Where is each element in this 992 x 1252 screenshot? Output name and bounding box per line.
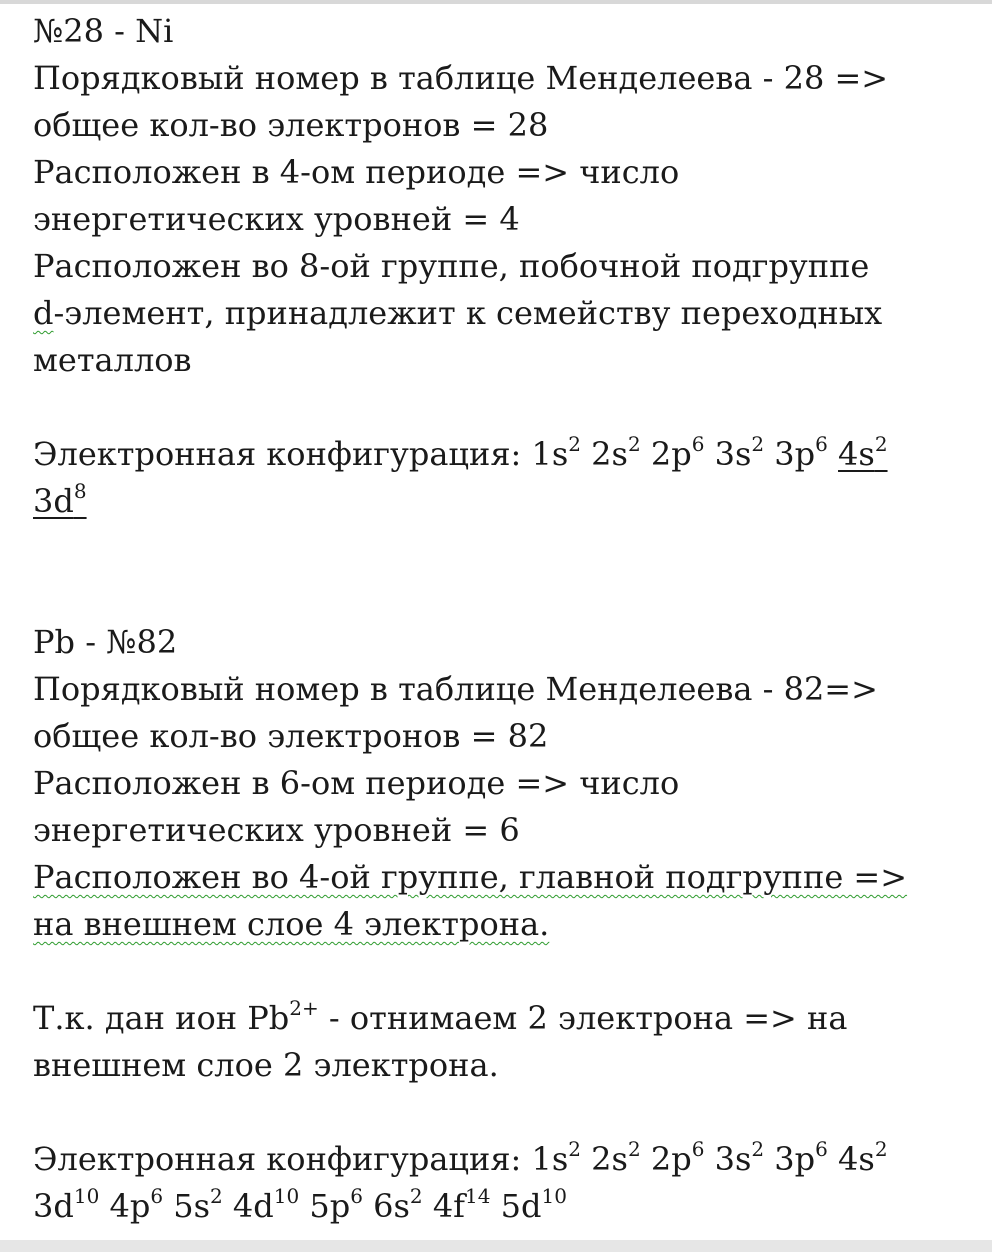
ni-line-4: энергетических уровней = 4 bbox=[33, 200, 520, 238]
blank-line bbox=[33, 572, 973, 619]
orbital-exponent: 6 bbox=[350, 1184, 363, 1209]
orbital: 4s bbox=[838, 1140, 875, 1178]
pb-line-4: энергетических уровней = 6 bbox=[33, 811, 520, 849]
orbital: 2s bbox=[591, 1140, 628, 1178]
orbital-exponent: 8 bbox=[73, 479, 87, 504]
orbital-term bbox=[531, 1137, 581, 1178]
orbital-term bbox=[33, 1184, 100, 1225]
spellcheck-phrase[interactable]: на внешнем слое 4 электрона. bbox=[33, 905, 550, 943]
orbital: 1s bbox=[531, 1140, 569, 1178]
orbital: 6s bbox=[373, 1187, 410, 1225]
orbital: 2p bbox=[650, 435, 692, 473]
ion-text: Т.к. дан ион Pb bbox=[33, 999, 290, 1037]
orbital-exponent: 2 bbox=[751, 432, 765, 457]
orbital-exponent: 10 bbox=[73, 1184, 100, 1209]
ni-line-7: металлов bbox=[33, 341, 192, 379]
pb-ion-line-1 bbox=[33, 995, 973, 1042]
orbital: 3p bbox=[774, 1140, 816, 1178]
pb-line-6 bbox=[33, 901, 973, 948]
orbital-term bbox=[650, 1137, 705, 1178]
bottom-border bbox=[0, 1240, 992, 1252]
ni-config-underlined-term bbox=[838, 432, 888, 473]
ion-charge: 2+ bbox=[289, 996, 319, 1021]
orbital: 2p bbox=[650, 1140, 692, 1178]
pb-line-1: Порядковый номер в таблице Менделеева - 82=> bbox=[33, 670, 878, 708]
orbital-term bbox=[173, 1184, 223, 1225]
orbital-term bbox=[373, 1184, 423, 1225]
ni-line-5: Расположен во 8-ой группе, побочной подгруппе bbox=[33, 247, 870, 285]
blank-line bbox=[33, 384, 973, 431]
orbital-term bbox=[500, 1184, 567, 1225]
orbital-exponent: 2 bbox=[627, 1137, 641, 1162]
orbital-term bbox=[774, 432, 828, 473]
ni-config-line-2 bbox=[33, 478, 973, 525]
orbital-exponent: 6 bbox=[815, 432, 828, 457]
orbital-term bbox=[432, 1184, 491, 1225]
orbital-term bbox=[650, 432, 705, 473]
orbital-term bbox=[838, 1137, 888, 1178]
orbital: 3s bbox=[714, 1140, 752, 1178]
orbital-term bbox=[714, 1137, 765, 1178]
orbital-exponent: 10 bbox=[541, 1184, 567, 1209]
pb-config-terms bbox=[33, 1184, 567, 1225]
orbital: 2s bbox=[591, 435, 628, 473]
orbital: 4s bbox=[838, 435, 875, 473]
blank-line bbox=[33, 1089, 973, 1136]
pb-config-line-1 bbox=[33, 1136, 973, 1183]
orbital-exponent: 10 bbox=[273, 1184, 300, 1209]
orbital-exponent: 2 bbox=[568, 432, 581, 457]
spellcheck-phrase[interactable]: Расположен во 4-ой группе, главной подгруппе => bbox=[33, 858, 908, 896]
orbital: 3p bbox=[774, 435, 816, 473]
ni-config-terms bbox=[531, 432, 838, 473]
blank-line bbox=[33, 948, 973, 995]
pb-line-2: общее кол-во электронов = 82 bbox=[33, 717, 549, 755]
orbital-exponent: 2 bbox=[751, 1137, 765, 1162]
orbital: 4d bbox=[232, 1187, 274, 1225]
orbital-exponent: 6 bbox=[691, 432, 705, 457]
orbital-term bbox=[531, 432, 581, 473]
ni-heading: №28 - Ni bbox=[33, 12, 174, 50]
orbital-exponent: 2 bbox=[568, 1137, 581, 1162]
orbital-term bbox=[774, 1137, 828, 1178]
orbital-exponent: 2 bbox=[874, 432, 888, 457]
ni-line-6 bbox=[33, 290, 973, 337]
ni-config-label: Электронная конфигурация: bbox=[33, 435, 522, 473]
orbital-exponent: 6 bbox=[815, 1137, 828, 1162]
ion-text-rest: - отнимаем 2 электрона => на bbox=[318, 999, 848, 1037]
orbital: 4f bbox=[432, 1187, 466, 1225]
document-body[interactable] bbox=[33, 8, 973, 1230]
orbital-term bbox=[591, 432, 641, 473]
orbital: 3s bbox=[714, 435, 752, 473]
pb-config-line-2 bbox=[33, 1183, 973, 1230]
orbital: 5p bbox=[309, 1187, 351, 1225]
orbital-exponent: 2 bbox=[874, 1137, 888, 1162]
orbital-term bbox=[714, 432, 765, 473]
orbital: 5s bbox=[173, 1187, 210, 1225]
orbital-term bbox=[309, 1184, 363, 1225]
orbital-term bbox=[591, 1137, 641, 1178]
orbital: 4p bbox=[109, 1187, 151, 1225]
ni-config-line-1 bbox=[33, 431, 973, 478]
ni-line-6-rest: -элемент, принадлежит к семейству переходных bbox=[53, 294, 883, 332]
document-page bbox=[0, 4, 992, 1240]
orbital: 1s bbox=[531, 435, 569, 473]
orbital-exponent: 2 bbox=[627, 432, 641, 457]
orbital-exponent: 6 bbox=[150, 1184, 164, 1209]
orbital-term bbox=[109, 1184, 164, 1225]
orbital: 3d bbox=[33, 1187, 74, 1225]
ni-line-1: Порядковый номер в таблице Менделеева - 28 => bbox=[33, 59, 889, 97]
pb-ion-line-2: внешнем слое 2 электрона. bbox=[33, 1046, 499, 1084]
spellcheck-word[interactable]: d bbox=[33, 294, 54, 332]
orbital-exponent: 2 bbox=[210, 1184, 223, 1209]
orbital-exponent: 14 bbox=[465, 1184, 491, 1209]
orbital-exponent: 6 bbox=[691, 1137, 705, 1162]
pb-config-label: Электронная конфигурация: bbox=[33, 1140, 522, 1178]
ni-config-underlined-term bbox=[33, 479, 87, 520]
orbital-exponent: 2 bbox=[409, 1184, 423, 1209]
blank-line bbox=[33, 525, 973, 572]
ni-line-2: общее кол-во электронов = 28 bbox=[33, 106, 549, 144]
orbital: 5d bbox=[500, 1187, 542, 1225]
ni-line-3: Расположен в 4-ом периоде => число bbox=[33, 153, 680, 191]
pb-heading: Pb - №82 bbox=[33, 623, 178, 661]
orbital: 3d bbox=[33, 482, 74, 520]
orbital-term bbox=[232, 1184, 300, 1225]
pb-line-5 bbox=[33, 854, 973, 901]
pb-line-3: Расположен в 6-ом периоде => число bbox=[33, 764, 680, 802]
pb-config-terms bbox=[531, 1137, 888, 1178]
